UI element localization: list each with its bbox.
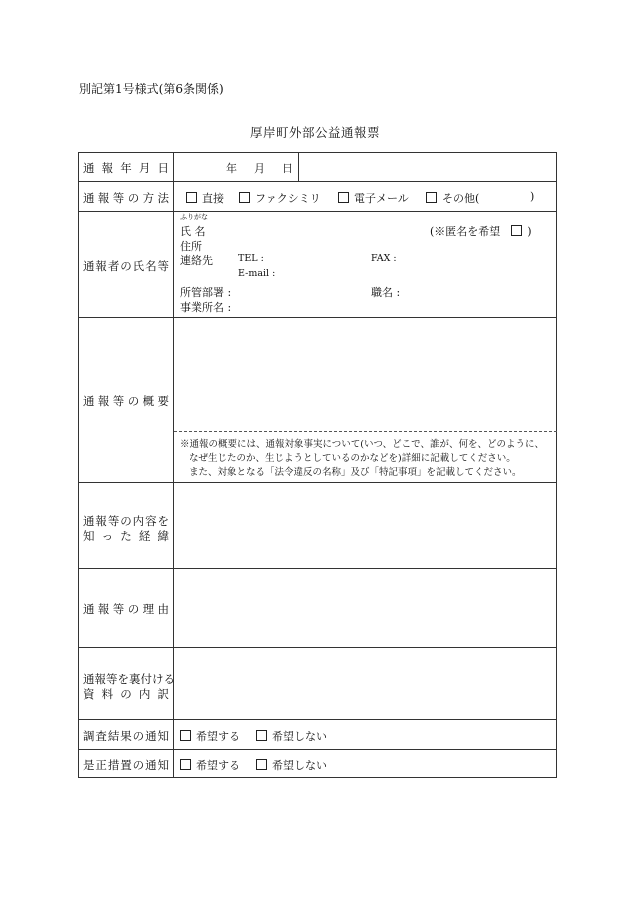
summary-label: 通報等の概要 [83, 394, 169, 408]
dept-label: 所管部署 : [180, 286, 232, 299]
row-divider [78, 317, 557, 318]
email-label: E-mail : [238, 268, 276, 279]
document-title: 厚岸町外部公益通報票 [249, 125, 380, 140]
materials-label-line1: 通報等を裏付ける [83, 672, 175, 686]
office-label: 事業所名 : [180, 301, 232, 314]
investigation-label: 調査結果の通知 [83, 729, 169, 743]
summary-note-line1: ※通報の概要には、通報対象事実について(いつ、どこで、誰が、何を、どのように、 [180, 439, 544, 450]
checkbox-icon[interactable] [511, 225, 522, 236]
materials-label-line2: 資料の内訳 [83, 687, 169, 701]
row-divider [78, 647, 557, 648]
row-divider [78, 568, 557, 569]
checkbox-icon[interactable] [180, 730, 191, 741]
tel-label: TEL : [238, 253, 264, 264]
furigana-label: ふりがな [180, 213, 208, 221]
knowledge-label-line2: 知った経緯 [83, 529, 169, 543]
investigation-option-yes[interactable]: 希望する [180, 728, 240, 744]
reason-label: 通報等の理由 [83, 602, 169, 616]
method-option-email[interactable]: 電子メール [338, 190, 409, 206]
method-option-other[interactable]: その他( [426, 190, 479, 206]
checkbox-icon[interactable] [186, 192, 197, 203]
method-label: 通報等の方法 [83, 191, 169, 205]
date-value[interactable]: 年 月 日 [226, 162, 296, 175]
date-label: 通報年月日 [83, 161, 169, 175]
anonymous-option[interactable]: (※匿名を希望 ) [430, 225, 532, 238]
summary-note-line3: また、対象となる「法令違反の名称」及び「特記事項」を記載してください。 [189, 467, 522, 478]
row-divider [78, 719, 557, 720]
position-label: 職名 : [371, 286, 401, 299]
reporter-label: 通報者の氏名等 [83, 259, 169, 273]
checkbox-icon[interactable] [256, 759, 267, 770]
row-divider [78, 749, 557, 750]
row-divider [78, 181, 557, 182]
row-divider [78, 482, 557, 483]
checkbox-icon[interactable] [180, 759, 191, 770]
correction-option-no[interactable]: 希望しない [256, 757, 327, 773]
summary-note-line2: なぜ生じたのか、生じようとしているのかなどを)詳細に記載してください。 [189, 453, 516, 464]
checkbox-icon[interactable] [338, 192, 349, 203]
method-option-direct[interactable]: 直接 [186, 190, 224, 206]
fax-label: FAX : [371, 253, 397, 264]
checkbox-icon[interactable] [256, 730, 267, 741]
investigation-option-no[interactable]: 希望しない [256, 728, 327, 744]
form-reference: 別記第1号様式(第6条関係) [79, 82, 224, 96]
knowledge-label-line1: 通報等の内容を [83, 514, 169, 528]
address-label: 住所 [180, 240, 202, 253]
method-other-close: ) [530, 190, 535, 203]
checkbox-icon[interactable] [426, 192, 437, 203]
row-divider [78, 211, 557, 212]
correction-option-yes[interactable]: 希望する [180, 757, 240, 773]
checkbox-icon[interactable] [239, 192, 250, 203]
name-label: 氏 名 [180, 225, 206, 238]
correction-label: 是正措置の通知 [83, 758, 169, 772]
date-cell-border [298, 152, 299, 181]
summary-note-divider [174, 431, 557, 432]
method-option-fax[interactable]: ファクシミリ [239, 190, 321, 206]
contact-label: 連絡先 [180, 254, 213, 267]
